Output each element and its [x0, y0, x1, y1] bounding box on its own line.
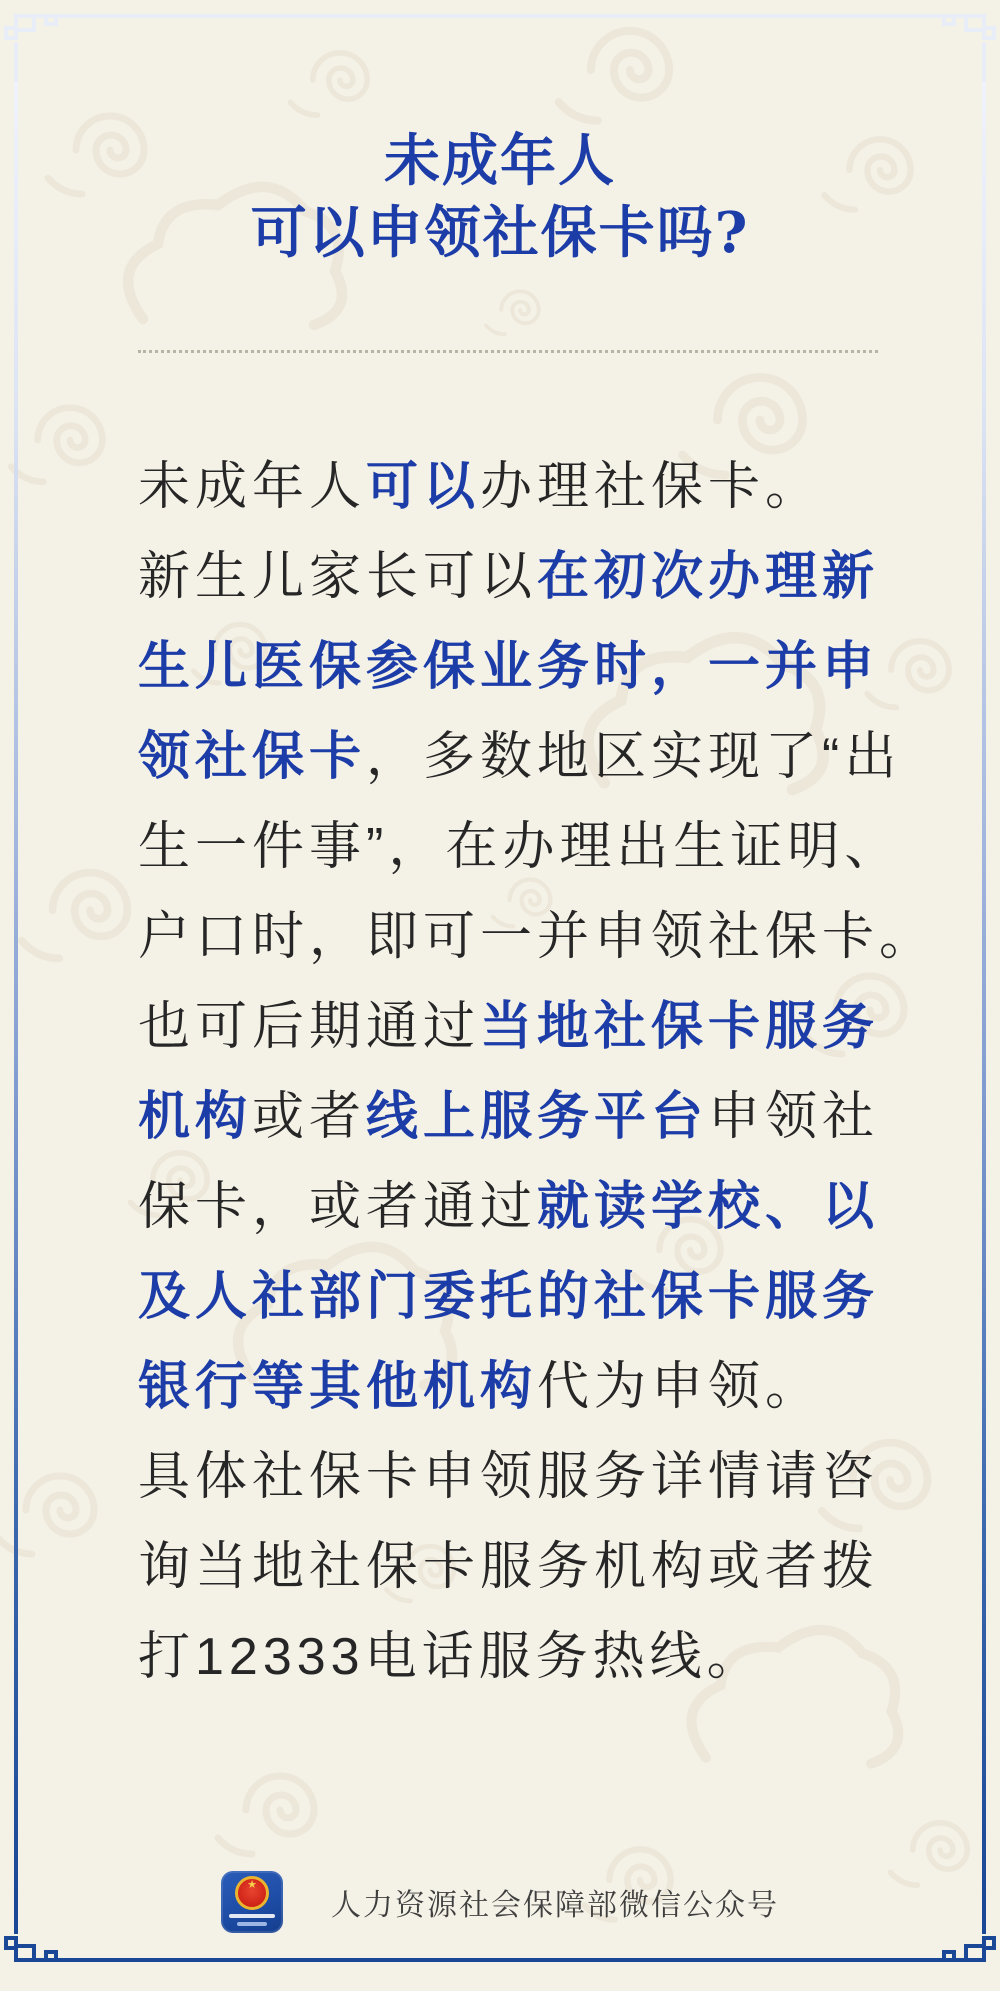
body-line — [138, 1522, 898, 1612]
body-line — [138, 1612, 898, 1702]
body-text: ，多数地区实现了“出 — [366, 728, 902, 786]
body-text-highlight: 生儿医保参保业务时，一并申 — [138, 636, 880, 697]
body-line — [138, 802, 902, 892]
body-line — [138, 1252, 898, 1342]
frame-left-line — [14, 78, 18, 1898]
body-line — [138, 442, 898, 532]
body-line — [138, 892, 937, 982]
body-line — [138, 1072, 898, 1162]
body-text-highlight: 银行等其他机构 — [138, 1356, 538, 1417]
body-line — [138, 982, 898, 1072]
mohrss-logo — [221, 1871, 283, 1933]
body-line — [138, 622, 898, 712]
frame-corner-ornament-icon — [928, 10, 1000, 82]
body-text-highlight: 及人社部门委托的社保卡服务 — [138, 1266, 880, 1327]
body-line — [138, 1342, 898, 1432]
body-line — [138, 712, 902, 802]
body-text-highlight: 可以 — [366, 456, 481, 517]
footer — [0, 1870, 1000, 1934]
body-line — [138, 1162, 898, 1252]
body-text: 打12333电话服务热线。 — [138, 1628, 764, 1686]
body-text-highlight: 线上服务平台 — [366, 1086, 709, 1147]
body-text-highlight: 就读学校、以 — [537, 1176, 880, 1237]
body-text: 保卡，或者通过 — [138, 1178, 538, 1236]
body-text-highlight: 机构 — [138, 1086, 253, 1147]
frame-top-line — [70, 14, 930, 18]
page-title-line2: 可以申领社保卡吗? — [250, 200, 750, 266]
body-text: 新生儿家长可以 — [138, 548, 538, 606]
body-text: 询当地社保卡服务机构或者拨 — [138, 1538, 880, 1596]
body-paragraph — [138, 442, 937, 1702]
body-text: 或者 — [252, 1088, 367, 1146]
body-text-highlight: 当地社保卡服务 — [480, 996, 880, 1057]
page-title — [0, 125, 1000, 269]
national-emblem-icon: ★ — [235, 1876, 269, 1910]
body-text: 代为申领。 — [537, 1358, 823, 1416]
frame-right-line — [982, 78, 986, 1898]
page-title-line1: 未成年人 — [384, 128, 616, 194]
body-text: 生一件事”，在办理出生证明、 — [138, 818, 902, 876]
body-text-highlight: 在初次办理新 — [537, 546, 880, 607]
body-line — [138, 532, 898, 622]
body-text: 办理社保卡。 — [480, 458, 823, 516]
dotted-divider — [138, 350, 878, 353]
body-text: 具体社保卡申领服务详情请咨 — [138, 1448, 880, 1506]
logo-text-bar — [229, 1914, 275, 1918]
footer-label: 人力资源社会保障部微信公众号 — [331, 1889, 779, 1922]
body-text-highlight: 领社保卡 — [138, 726, 367, 787]
body-text: 也可后期通过 — [138, 998, 481, 1056]
body-text: 未成年人 — [138, 458, 367, 516]
frame-corner-ornament-icon — [0, 10, 72, 82]
body-text: 户口时，即可一并申领社保卡。 — [138, 908, 937, 966]
frame-bottom-line — [70, 1958, 930, 1962]
body-text: 申领社 — [708, 1088, 880, 1146]
logo-text-bar — [237, 1922, 267, 1926]
body-line — [138, 1432, 898, 1522]
